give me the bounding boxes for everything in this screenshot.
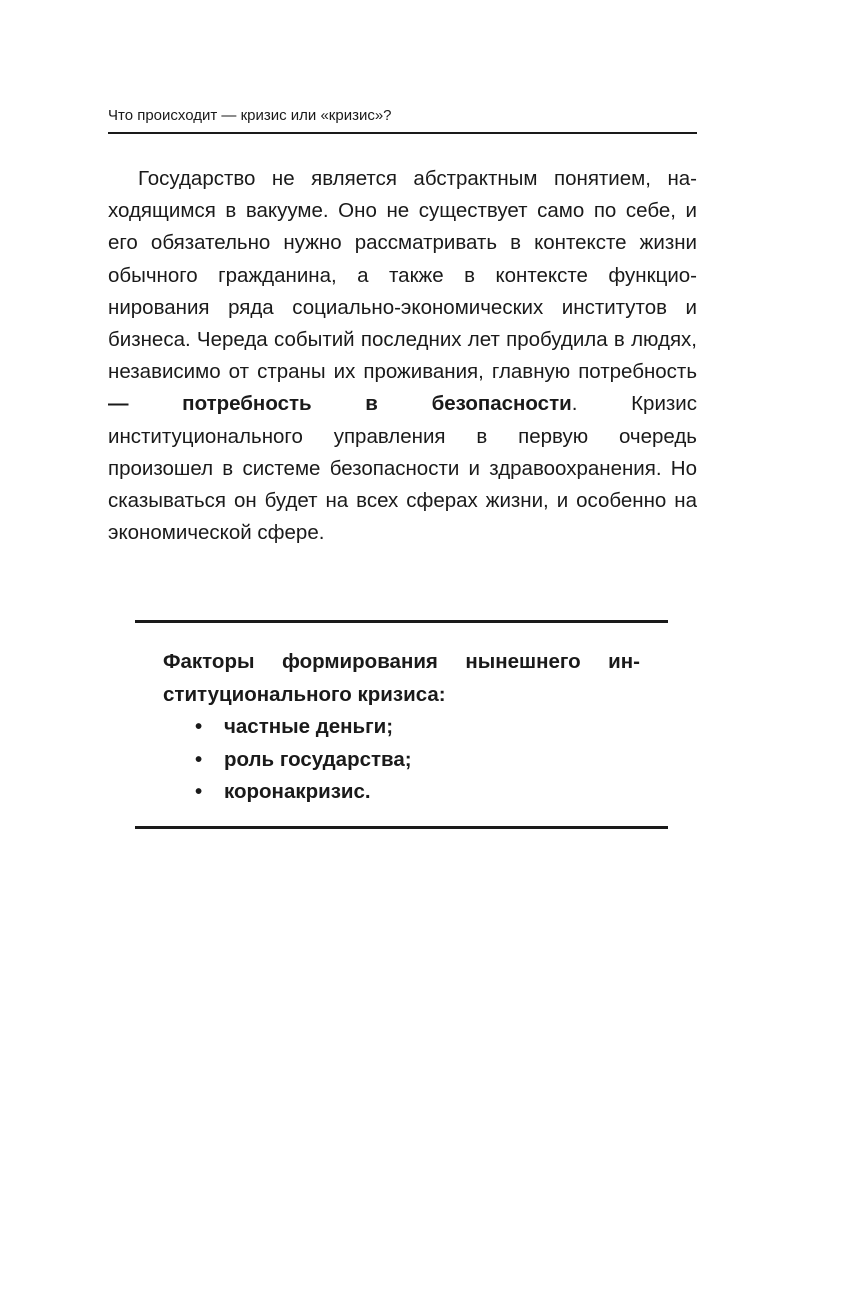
paragraph-text-start: Государство не является абстрактным понятием, находящимся в вакууме. Оно не существует само по себе, и его обязательно нужно рассматривать в контексте жизни обычного гражданина, а также в контексте функционирования ряда социально-экономических институтов и бизнеса. Череда событий последних лет пробудила в людях, независимо от страны их проживания, главную потребность xyxy=(108,167,697,384)
list-item xyxy=(163,744,640,777)
body-paragraph xyxy=(108,163,697,549)
list-item-text: роль государства; xyxy=(224,747,412,771)
running-head: Что происходит — кризис или «кризис»? xyxy=(108,107,392,124)
bullet-icon: • xyxy=(195,780,203,803)
box-bottom-rule xyxy=(135,826,668,829)
bullet-icon: • xyxy=(195,715,203,738)
list-item xyxy=(163,776,640,809)
factors-list xyxy=(163,711,640,809)
list-item xyxy=(163,711,640,744)
header-rule xyxy=(108,132,697,134)
list-item-text: частные деньги; xyxy=(224,715,394,738)
bullet-icon: • xyxy=(195,747,203,771)
paragraph-text-end: . Кризис институционального управления в первую очередь произошел в системе безопасности и здравоохранения. Но сказываться он будет на всех сферах жизни, и особенно на экономической сфере. xyxy=(108,392,697,545)
list-item-text: коронакризис. xyxy=(224,780,371,803)
box-top-rule xyxy=(135,620,668,623)
factors-heading: Факторы формирования нынешнего институционального кризиса: xyxy=(163,650,640,706)
factors-box xyxy=(163,646,640,809)
emphasis-text: — потребность в безопасности xyxy=(108,392,572,416)
